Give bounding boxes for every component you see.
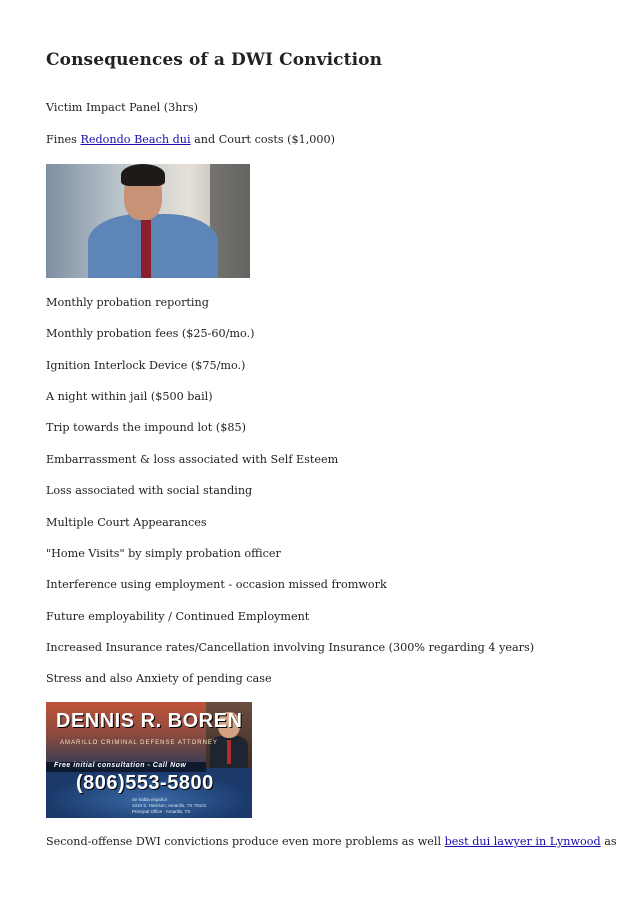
list-item-victim-impact: Victim Impact Panel (3hrs)	[46, 101, 198, 114]
fines-prefix: Fines	[46, 133, 81, 146]
last-prefix: Second-offense DWI convictions produce even more problems as well	[46, 835, 445, 848]
fines-line	[46, 133, 335, 146]
list-item: Monthly probation reporting	[46, 296, 209, 309]
fines-suffix: and Court costs ($1,000)	[190, 133, 336, 146]
last-paragraph	[46, 835, 617, 848]
list-item: Ignition Interlock Device ($75/mo.)	[46, 359, 246, 372]
ad-phone-number: (806)553-5800	[76, 772, 214, 794]
attorney-photo	[46, 164, 250, 278]
ad-subtitle: AMARILLO CRIMINAL DEFENSE ATTORNEY	[60, 740, 218, 746]
attorney-ad-banner	[46, 702, 252, 818]
ad-address: Se habla español 1010 S. Harrison, Amarillo, TX 79101 Principal Office · Amarillo, TX	[132, 797, 207, 814]
page-title: Consequences of a DWI Conviction	[46, 50, 383, 70]
ad-consultation-text: Free initial consultation - Call Now	[54, 762, 187, 769]
ad-attorney-name: DENNIS R. BOREN	[56, 710, 243, 732]
list-item: A night within jail ($500 bail)	[46, 390, 213, 403]
list-item: "Home Visits" by simply probation officer	[46, 547, 281, 560]
list-item: Loss associated with social standing	[46, 484, 253, 497]
list-item: Future employability / Continued Employment	[46, 610, 310, 623]
list-item: Monthly probation fees ($25-60/mo.)	[46, 327, 255, 340]
list-item: Interference using employment - occasion missed fromwork	[46, 578, 387, 591]
list-item: Increased Insurance rates/Cancellation involving Insurance (300% regarding 4 years)	[46, 641, 535, 654]
list-item: Stress and also Anxiety of pending case	[46, 672, 272, 685]
list-item: Embarrassment & loss associated with Self Esteem	[46, 453, 339, 466]
redondo-beach-dui-link[interactable]: Redondo Beach dui	[80, 133, 191, 146]
list-item: Multiple Court Appearances	[46, 516, 207, 529]
list-item: Trip towards the impound lot ($85)	[46, 421, 246, 434]
last-suffix: as	[600, 835, 617, 848]
best-dui-lawyer-link[interactable]: best dui lawyer in Lynwood	[444, 835, 601, 848]
